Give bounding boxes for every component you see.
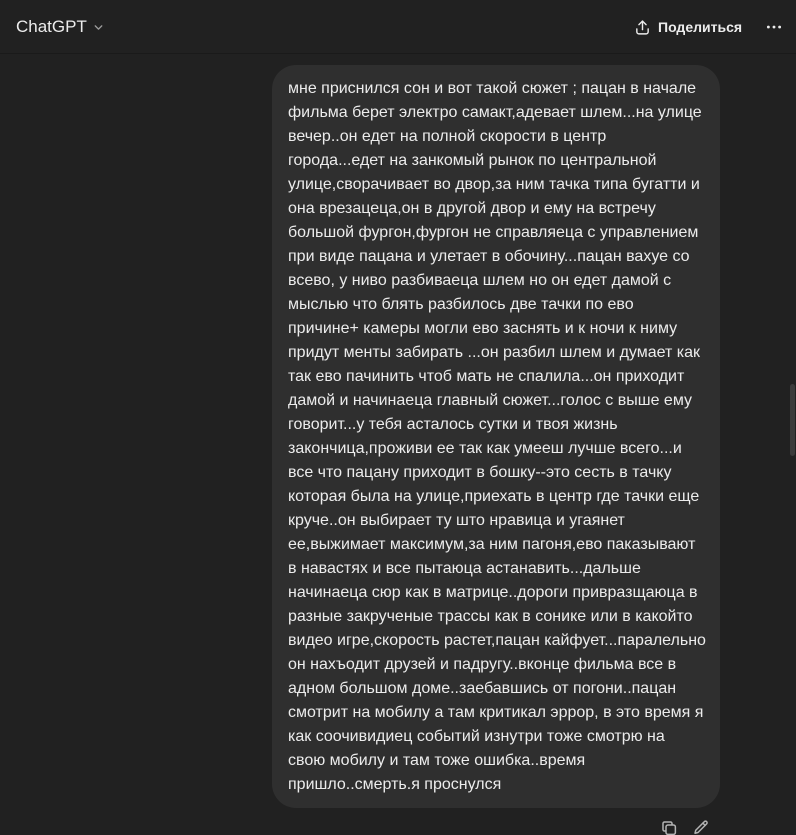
share-label: Поделиться xyxy=(658,19,743,35)
message-line: вечер..он едет на полной скорости в центр xyxy=(288,128,607,145)
message-line: дамой и начинаеца главный сюжет...голос с выше ему xyxy=(288,392,693,409)
edit-button[interactable] xyxy=(692,819,710,835)
edit-icon xyxy=(692,819,710,835)
message-line: придут менты забирать ...он разбил шлем и думает как xyxy=(288,344,701,361)
message-line: улице,сворачивает во двор,за ним тачка типа бугатти и xyxy=(288,176,700,193)
message-line: круче..он выбирает ту што нравица и угаянет xyxy=(288,512,625,529)
message-line: большой фургон,фургон не справляеца с управлением xyxy=(288,224,699,241)
model-selector-button[interactable] xyxy=(8,11,113,43)
message-line: которая была на улице,приехать в центр где тачки еще xyxy=(288,488,700,505)
message-line: она врезацеца,он в другой двор и ему на встречу xyxy=(288,200,656,217)
top-bar xyxy=(0,0,796,54)
message-line: адном большом доме..заебавшись от погони..пацан xyxy=(288,680,677,697)
message-line: как соочивидиец событий изнутри тоже смотрю на xyxy=(288,728,665,745)
message-line: при виде пацана и улетает в обочину...пацан вахуе со xyxy=(288,248,690,265)
user-message-bubble xyxy=(272,65,720,808)
message-line: пришло..смерть.я проснулся xyxy=(288,776,502,793)
chevron-down-icon xyxy=(92,21,105,34)
message-line: начинаеца сюр как в матрице..дороги привразщаюца в xyxy=(288,584,698,601)
more-options-button[interactable] xyxy=(760,11,788,43)
message-line: все что пацану приходит в бошку--это сесть в тачку xyxy=(288,464,672,481)
message-line: причине+ камеры могли ево заснять и к ночи к ниму xyxy=(288,320,678,337)
message-line: города...едет на занкомый рынок по центральной xyxy=(288,152,657,169)
message-line: видео игре,скорость растет,пацан кайфует...паралельно xyxy=(288,632,706,649)
message-line: так ево пачинить чтоб мать не спалила...он приходит xyxy=(288,368,685,385)
message-line: в навастях и все пытаюца астанавить...дальше xyxy=(288,560,641,577)
message-line: мыслью что блять разбилось две тачки по ево xyxy=(288,296,634,313)
message-line: закончица,проживи ее так как умееш лучше всего...и xyxy=(288,440,682,457)
scrollbar-thumb[interactable] xyxy=(790,384,795,456)
message-line: ее,выжимает максимум,за ним пагоня,ево паказывают xyxy=(288,536,696,553)
share-icon xyxy=(634,19,651,36)
app-title: ChatGPT xyxy=(16,17,87,36)
message-line: фильма берет электро самакт,адевает шлем...на улице xyxy=(288,104,702,121)
message-actions xyxy=(660,819,710,835)
share-button[interactable] xyxy=(626,11,750,43)
copy-icon xyxy=(660,819,678,835)
message-line: разные закрученые трассы как в сонике или в какойто xyxy=(288,608,693,625)
copy-button[interactable] xyxy=(660,819,678,835)
message-line: мне приснился сон и вот такой сюжет ; пацан в начале xyxy=(288,80,697,97)
more-options-icon xyxy=(765,18,783,36)
message-line: смотрит на мобилу а там критикал эррор, в это время я xyxy=(288,704,704,721)
message-line: он нахъодит друзей и падругу..вконце фильма все в xyxy=(288,656,677,673)
message-line: свою мобилу и там тоже ошибка..время xyxy=(288,752,586,769)
message-line: всево, у ниво разбиваеца шлем но он едет дамой с xyxy=(288,272,672,289)
message-line: говорит...у тебя асталось сутки и твоя жизнь xyxy=(288,416,618,433)
